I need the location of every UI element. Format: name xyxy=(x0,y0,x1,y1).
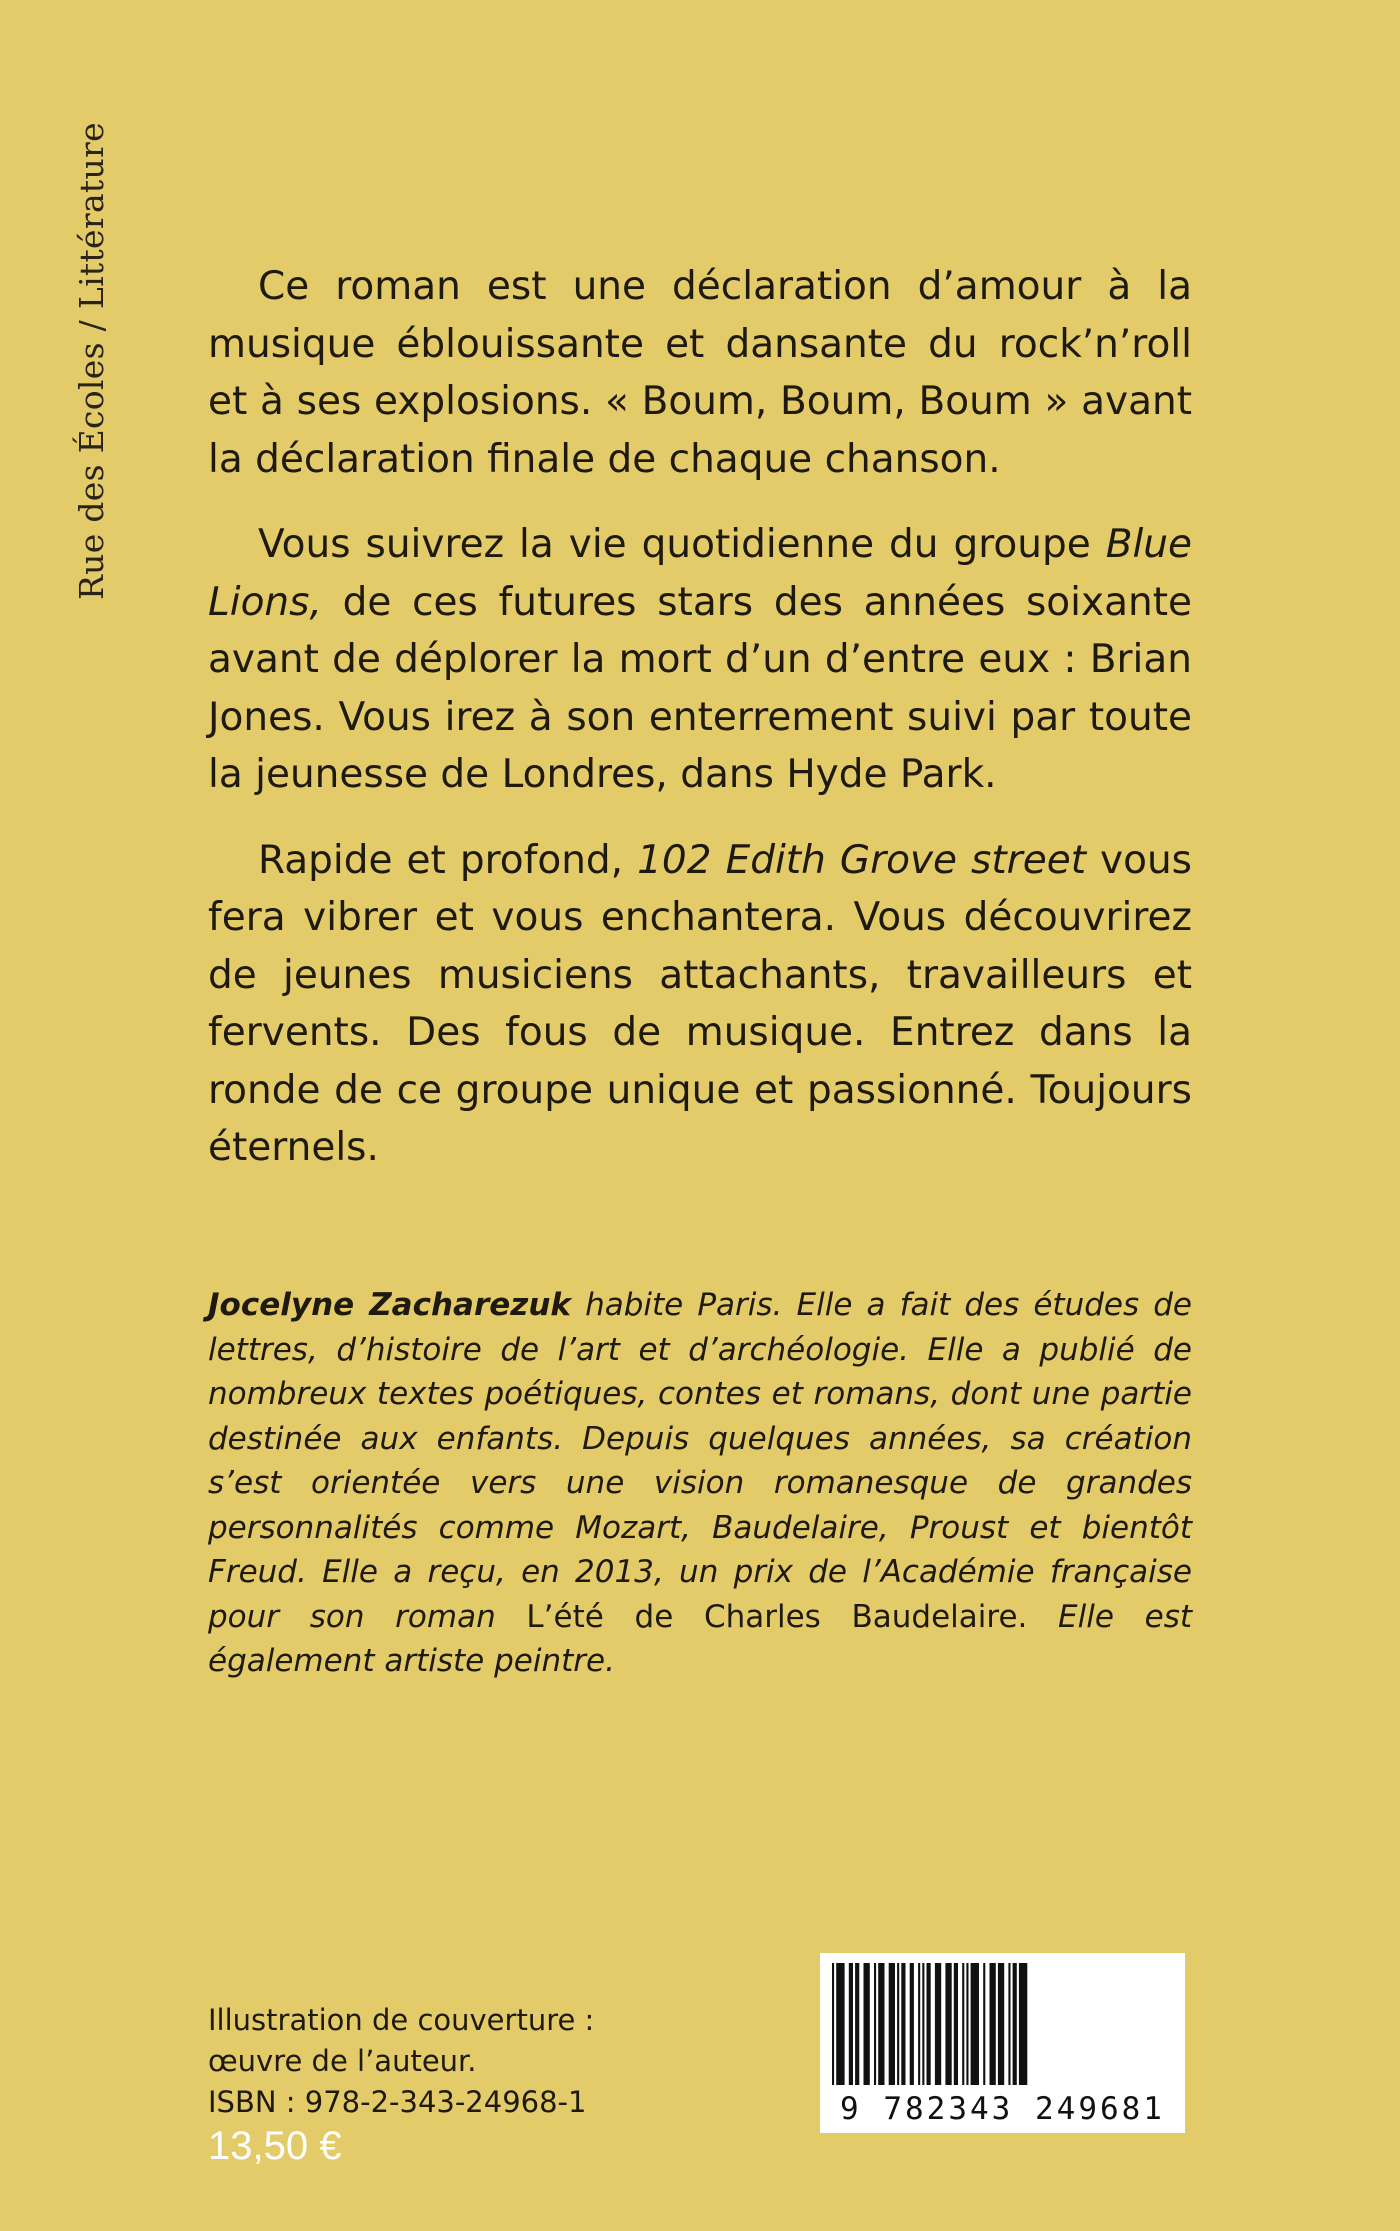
barcode-bar xyxy=(878,1963,884,2085)
barcode-bar xyxy=(922,1963,924,2085)
barcode-bar xyxy=(889,1963,895,2085)
barcode-bar xyxy=(945,1963,951,2085)
barcode-bar xyxy=(962,1963,964,2085)
barcode xyxy=(820,1953,1185,2133)
bio-book-title: L’été de Charles Baudelaire. xyxy=(526,1598,1028,1635)
barcode-bar xyxy=(983,1963,985,2085)
barcode-bar xyxy=(849,1963,853,2085)
barcode-bar xyxy=(855,1963,859,2085)
band-name: Blue Lions, xyxy=(208,522,1192,625)
blurb-paragraph-2 xyxy=(208,516,1192,804)
barcode-bar xyxy=(990,1963,996,2085)
bio-text-1: habite Paris. Elle a fait des études de lettres, d’histoire de l’art et d’archéologie. Elle a publié de nombreux textes poétiques, contes et romans, dont une partie destinée aux enfants. Depuis quelques années, sa création s’est orientée vers une vision romanesque de grandes personnalités comme Mozart, Baudelaire, Proust et bientôt Freud. Elle a reçu, en 2013, un prix de l’Académie française pour son roman xyxy=(208,1287,1192,1635)
isbn: ISBN : 978-2-343-24968-1 xyxy=(208,2085,587,2119)
barcode-bar xyxy=(935,1963,941,2085)
author-bio xyxy=(208,1283,1192,1684)
barcode-digits: 9 782343 249681 xyxy=(840,2091,1165,2127)
barcode-bar xyxy=(998,1963,1004,2085)
blurb-paragraph-1: Ce roman est une déclaration d’amour à la musique éblouissante et dansante du rock’n’roll et à ses explosions. « Boum, Boum, Boum » avant la déclaration finale de chaque chanson. xyxy=(208,264,1192,482)
credits-block xyxy=(208,2000,594,2123)
barcode-bar xyxy=(1008,1963,1010,2085)
barcode-bar xyxy=(897,1963,899,2085)
barcode-bar xyxy=(836,1963,844,2085)
blurb-p3-start: Rapide et profond, xyxy=(258,837,638,883)
blurb-p2-start: Vous suivrez la vie quotidienne du groupe xyxy=(258,522,1106,567)
barcode-bar xyxy=(910,1963,914,2085)
barcode-bar xyxy=(1019,1963,1027,2085)
blurb-p2-end: de ces futures stars des années soixante avant de déplorer la mort d’un d’entre eux : Brian Jones. Vous irez à son enterrement suivi par toute la jeunesse de Londres, dans Hyde Park. xyxy=(208,579,1192,797)
price: 13,50 € xyxy=(208,2124,342,2168)
book-title: 102 Edith Grove street xyxy=(637,837,1086,883)
barcode-bar xyxy=(832,1963,834,2085)
blurb-paragraph-3 xyxy=(208,832,1192,1177)
barcode-bar xyxy=(901,1963,905,2085)
collection-label: Rue des Écoles / Littérature xyxy=(72,122,111,600)
barcode-bar xyxy=(918,1963,920,2085)
book-blurb xyxy=(208,258,1192,1205)
barcode-bar xyxy=(971,1963,979,2085)
illustration-credit-value: œuvre de l’auteur. xyxy=(208,2044,477,2078)
author-name: Jocelyne Zacharezuk xyxy=(208,1287,571,1323)
bio-text-2: Elle est également artiste peintre. xyxy=(208,1598,1192,1679)
barcode-bar xyxy=(954,1963,958,2085)
illustration-credit-label: Illustration de couverture : xyxy=(208,2003,595,2037)
barcode-bar xyxy=(874,1963,876,2085)
barcode-bar xyxy=(864,1963,870,2085)
barcode-bar xyxy=(927,1963,931,2085)
blurb-p3-end: vous fera vibrer et vous enchantera. Vous découvrirez de jeunes musiciens attachants, travailleurs et fervents. Des fous de musique. Entrez dans la ronde de ce groupe unique et passionné. Toujours éternels. xyxy=(208,837,1193,1170)
barcode-bar xyxy=(1013,1963,1017,2085)
barcode-bar xyxy=(966,1963,968,2085)
